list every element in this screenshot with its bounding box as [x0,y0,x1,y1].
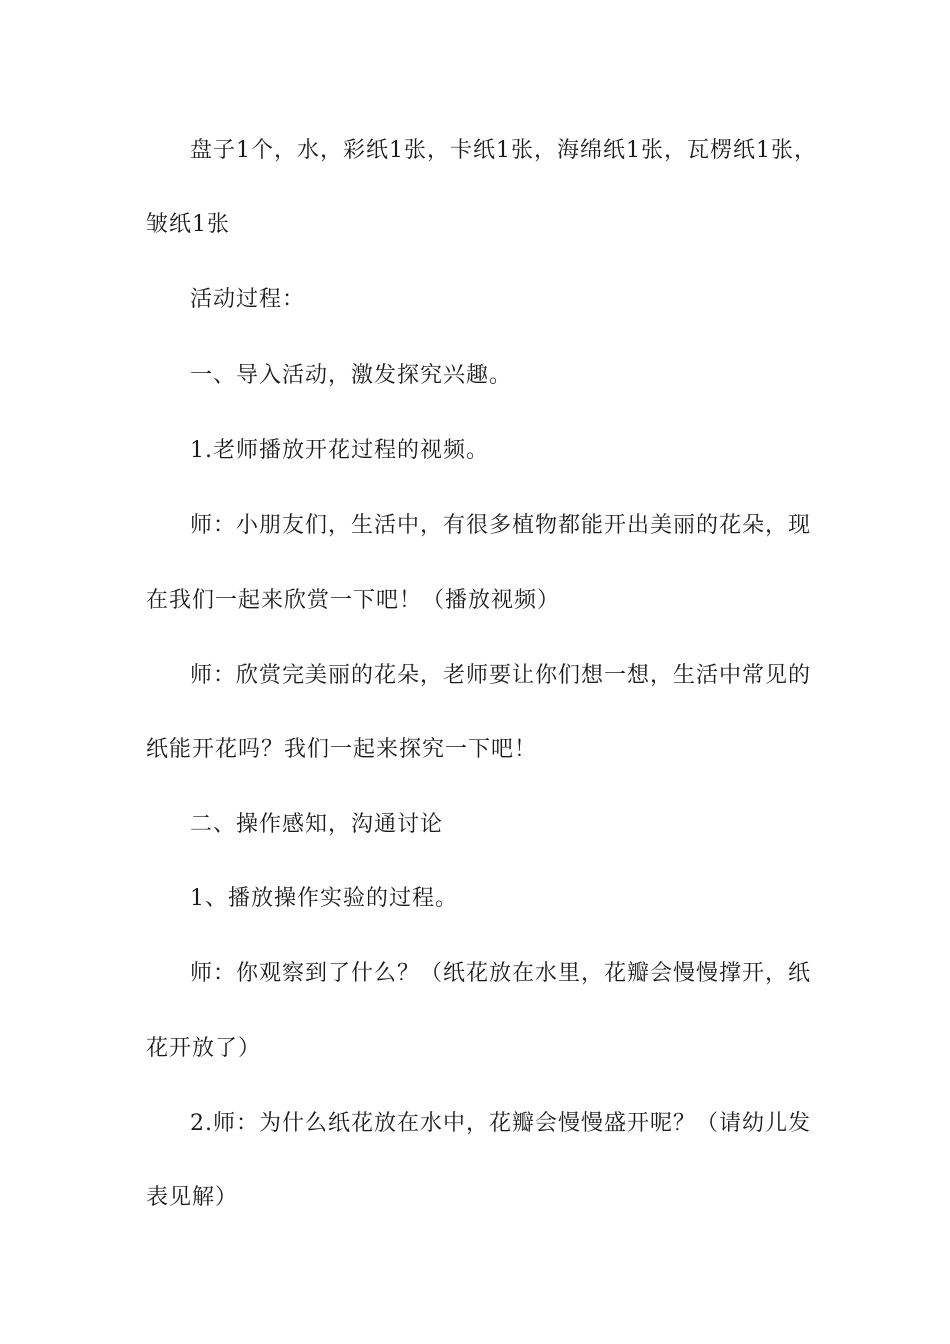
section-heading-process: 活动过程： [190,287,306,312]
materials-line-1: 盘子1个，水，彩纸1张，卡纸1张，海绵纸1张，瓦楞纸1张， [190,138,817,163]
paragraph-3-line-2: 花开放了） [146,1036,262,1061]
section-heading-one: 一、导入活动，激发探究兴趣。 [190,363,513,388]
paragraph-4-line-2: 表见解） [146,1185,239,1210]
paragraph-2-line-2: 纸能开花吗？我们一起来探究一下吧！ [146,737,538,762]
paragraph-3-line-1: 师：你观察到了什么？（纸花放在水里，花瓣会慢慢撑开，纸 [190,961,812,986]
section-heading-two: 二、操作感知，沟通讨论 [190,812,444,837]
step-2-1: 1、播放操作实验的过程。 [190,886,458,911]
paragraph-1-line-2: 在我们一起来欣赏一下吧！（播放视频） [146,588,561,613]
paragraph-4-line-1: 2.师：为什么纸花放在水中，花瓣会慢慢盛开呢？（请幼儿发 [190,1111,811,1136]
paragraph-2-line-1: 师：欣赏完美丽的花朵，老师要让你们想一想，生活中常见的 [190,663,812,688]
paragraph-1-line-1: 师：小朋友们，生活中，有很多植物都能开出美丽的花朵，现 [190,513,812,538]
materials-line-2: 皱纸1张 [146,212,230,237]
step-1-1: 1.老师播放开花过程的视频。 [190,438,489,463]
